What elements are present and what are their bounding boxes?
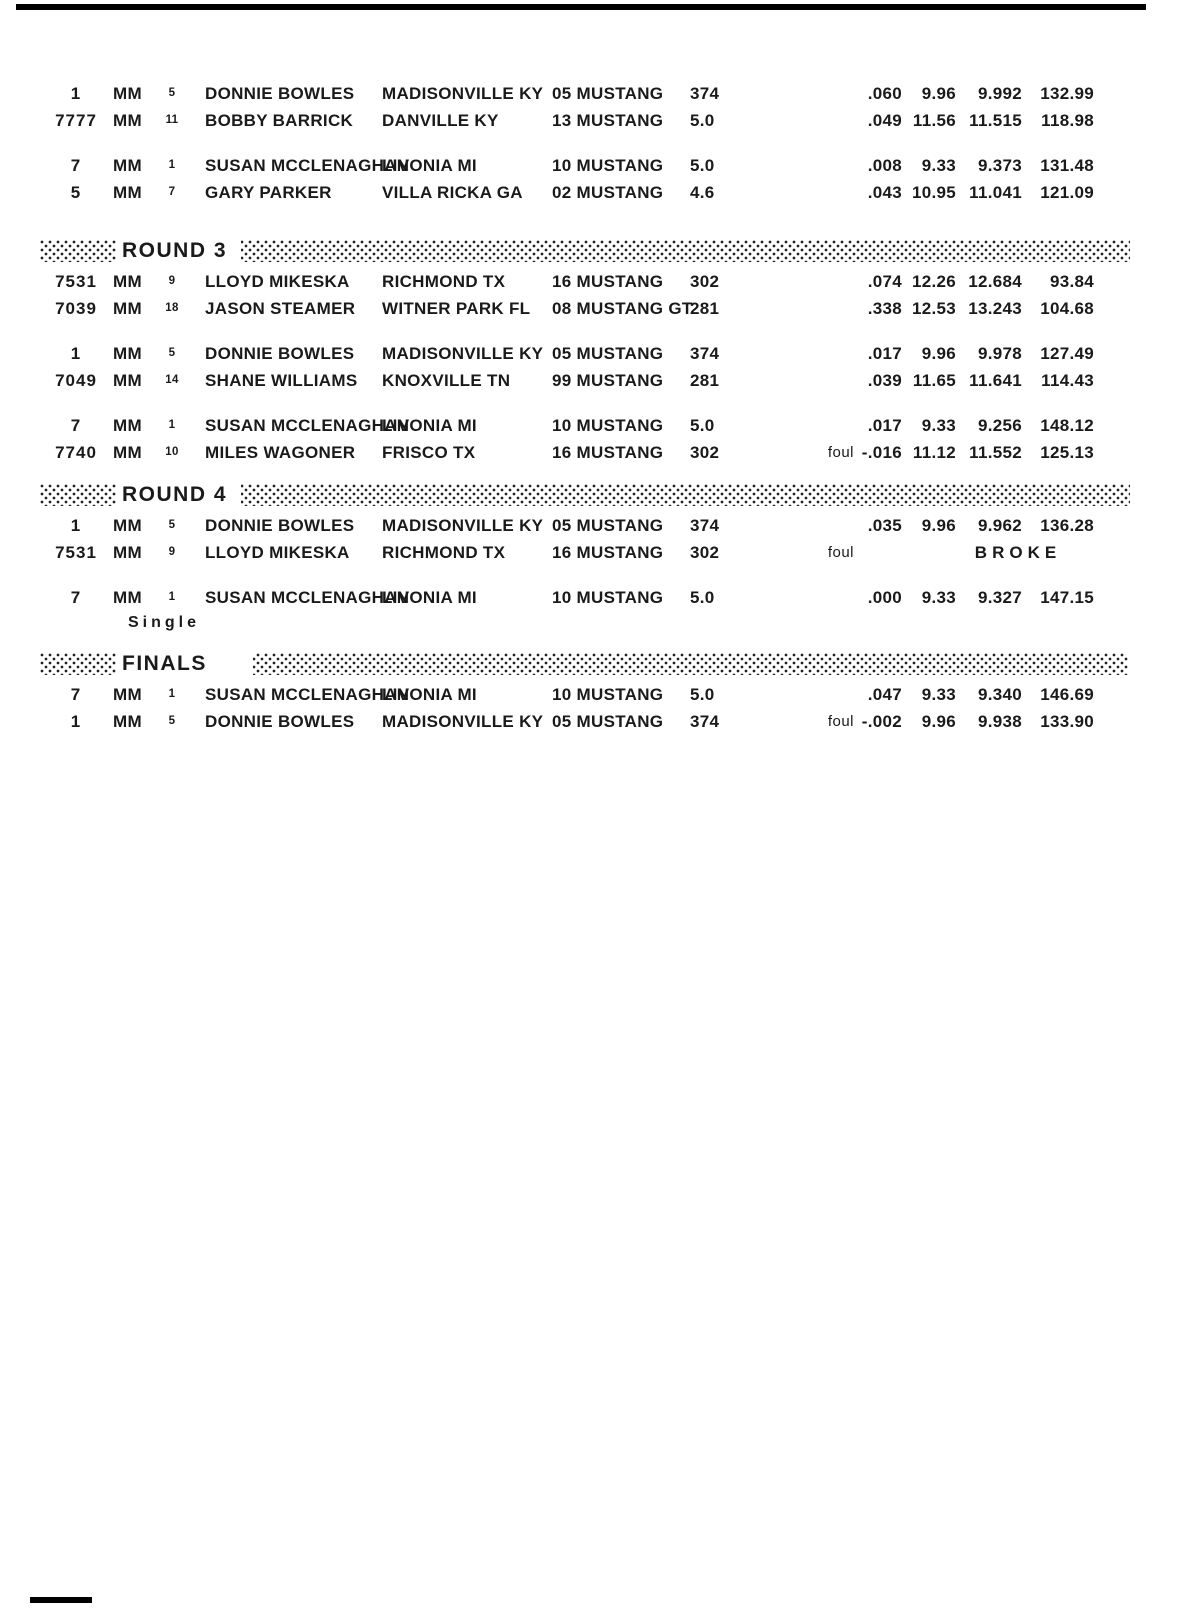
- single-note: Single: [128, 614, 201, 631]
- engine-size: 5.0: [690, 416, 715, 435]
- driver-name: DONNIE BOWLES: [205, 516, 355, 535]
- hometown: DANVILLE KY: [382, 111, 499, 130]
- race-pairing: [0, 268, 1200, 322]
- class-code: MM: [113, 543, 142, 562]
- driver-name: DONNIE BOWLES: [205, 344, 355, 363]
- entry-number: 7531: [55, 272, 97, 291]
- speed-mph: 118.98: [1041, 111, 1094, 130]
- scan-artifact-bottom-mark: [30, 1597, 92, 1603]
- qualifying-position: 18: [165, 302, 179, 314]
- qualifying-position: 9: [168, 546, 176, 558]
- entry-number: 7: [70, 416, 82, 435]
- result-text: BROKE: [974, 543, 1062, 562]
- hometown: LIVONIA MI: [382, 156, 477, 175]
- race-pairing: [0, 681, 1200, 735]
- reaction-time: .035: [867, 516, 902, 535]
- class-code: MM: [113, 344, 142, 363]
- dial-in: 10.95: [911, 183, 956, 202]
- reaction-time: .074: [867, 272, 902, 291]
- entry-number: 5: [70, 183, 82, 202]
- result-row: [0, 584, 1200, 611]
- hometown: LIVONIA MI: [382, 685, 477, 704]
- qualifying-position: 1: [168, 159, 176, 171]
- engine-size: 5.0: [690, 685, 715, 704]
- class-code: MM: [113, 516, 142, 535]
- engine-size: 281: [690, 299, 720, 318]
- section-header-band: [40, 240, 1130, 262]
- class-code: MM: [113, 685, 142, 704]
- elapsed-time: 13.243: [968, 299, 1022, 318]
- result-row: [0, 412, 1200, 439]
- hometown: FRISCO TX: [382, 443, 476, 462]
- race-pairing: [0, 412, 1200, 466]
- hometown: LIVONIA MI: [382, 416, 477, 435]
- class-code: MM: [113, 272, 142, 291]
- driver-name: JASON STEAMER: [205, 299, 356, 318]
- result-row: [0, 512, 1200, 539]
- race-pairing: [0, 340, 1200, 394]
- engine-size: 5.0: [690, 156, 715, 175]
- dial-in: 9.33: [921, 416, 956, 435]
- speed-mph: 104.68: [1040, 299, 1094, 318]
- entry-number: 7777: [55, 111, 97, 130]
- scan-artifact-top-bar: [16, 4, 1146, 10]
- entry-number: 7: [70, 685, 82, 704]
- qualifying-position: 1: [168, 688, 176, 700]
- hometown: VILLA RICKA GA: [382, 183, 523, 202]
- reaction-time: .017: [867, 416, 902, 435]
- car-model: 02 MUSTANG: [552, 183, 664, 202]
- car-model: 16 MUSTANG: [552, 443, 664, 462]
- section-title: ROUND 3: [116, 236, 241, 266]
- reaction-time: .060: [867, 84, 902, 103]
- entry-number: 1: [70, 344, 82, 363]
- foul-label: foul: [827, 444, 854, 461]
- class-code: MM: [113, 84, 142, 103]
- car-model: 10 MUSTANG: [552, 156, 664, 175]
- race-pairing: [0, 584, 1200, 635]
- qualifying-position: 7: [168, 186, 176, 198]
- driver-name: SUSAN MCCLENAGHAN: [205, 685, 410, 704]
- class-code: MM: [113, 443, 142, 462]
- speed-mph: 147.15: [1040, 588, 1094, 607]
- elapsed-time: 9.962: [977, 516, 1022, 535]
- elapsed-time: 12.684: [968, 272, 1022, 291]
- dial-in: 9.33: [921, 588, 956, 607]
- reaction-time: .043: [867, 183, 902, 202]
- speed-mph: 132.99: [1040, 84, 1094, 103]
- result-row: [0, 539, 1200, 566]
- qualifying-position: 1: [168, 419, 176, 431]
- entry-number: 7531: [55, 543, 97, 562]
- result-row: [0, 107, 1200, 134]
- driver-name: DONNIE BOWLES: [205, 712, 355, 731]
- entry-number: 1: [70, 712, 82, 731]
- result-row: [0, 268, 1200, 295]
- elapsed-time: 9.992: [977, 84, 1022, 103]
- elapsed-time: 9.938: [977, 712, 1022, 731]
- speed-mph: 146.69: [1040, 685, 1094, 704]
- engine-size: 302: [690, 543, 720, 562]
- dial-in: 9.96: [921, 84, 956, 103]
- car-model: 10 MUSTANG: [552, 685, 664, 704]
- hometown: RICHMOND TX: [382, 272, 506, 291]
- speed-mph: 148.12: [1040, 416, 1094, 435]
- qualifying-position: 11: [165, 114, 179, 126]
- engine-size: 4.6: [690, 183, 715, 202]
- qualifying-position: 10: [165, 446, 179, 458]
- driver-name: SUSAN MCCLENAGHAN: [205, 588, 410, 607]
- hometown: RICHMOND TX: [382, 543, 506, 562]
- speed-mph: 93.84: [1049, 272, 1094, 291]
- elapsed-time: 11.641: [969, 371, 1022, 390]
- race-pairing: [0, 152, 1200, 206]
- single-note-row: [0, 611, 1200, 635]
- dial-in: 9.33: [921, 156, 956, 175]
- dial-in: 11.65: [912, 371, 956, 390]
- qualifying-position: 5: [168, 347, 176, 359]
- speed-mph: 125.13: [1040, 443, 1094, 462]
- class-code: MM: [113, 712, 142, 731]
- speed-mph: 127.49: [1040, 344, 1094, 363]
- entry-number: 7: [70, 588, 82, 607]
- driver-name: MILES WAGONER: [205, 443, 356, 462]
- qualifying-position: 5: [168, 87, 176, 99]
- dial-in: 11.56: [912, 111, 956, 130]
- class-code: MM: [113, 371, 142, 390]
- qualifying-position: 5: [168, 715, 176, 727]
- reaction-time: .008: [867, 156, 902, 175]
- qualifying-position: 14: [165, 374, 179, 386]
- speed-mph: 133.90: [1040, 712, 1094, 731]
- engine-size: 302: [690, 272, 720, 291]
- engine-size: 374: [690, 712, 720, 731]
- dial-in: 9.96: [921, 516, 956, 535]
- driver-name: SHANE WILLIAMS: [205, 371, 358, 390]
- dial-in: 12.53: [911, 299, 956, 318]
- elapsed-time: 9.373: [977, 156, 1022, 175]
- elapsed-time: 9.978: [977, 344, 1022, 363]
- hometown: MADISONVILLE KY: [382, 516, 544, 535]
- speed-mph: 114.43: [1041, 371, 1094, 390]
- driver-name: SUSAN MCCLENAGHAN: [205, 416, 410, 435]
- dial-in: 9.96: [921, 712, 956, 731]
- section-header-band: [40, 484, 1130, 506]
- speed-mph: 131.48: [1040, 156, 1094, 175]
- class-code: MM: [113, 416, 142, 435]
- hometown: LIVONIA MI: [382, 588, 477, 607]
- speed-mph: 121.09: [1040, 183, 1094, 202]
- speed-mph: 136.28: [1040, 516, 1094, 535]
- engine-size: 5.0: [690, 588, 715, 607]
- result-row: [0, 439, 1200, 466]
- elapsed-time: 11.515: [969, 111, 1022, 130]
- car-model: 99 MUSTANG: [552, 371, 664, 390]
- driver-name: LLOYD MIKESKA: [205, 543, 350, 562]
- reaction-time: .047: [867, 685, 902, 704]
- engine-size: 374: [690, 84, 720, 103]
- results-table: [0, 0, 1200, 735]
- hometown: WITNER PARK FL: [382, 299, 531, 318]
- entry-number: 1: [70, 84, 82, 103]
- driver-name: BOBBY BARRICK: [205, 111, 354, 130]
- entry-number: 7: [70, 156, 82, 175]
- elapsed-time: 9.256: [977, 416, 1022, 435]
- section-title: FINALS: [116, 649, 253, 679]
- reaction-time: .338: [867, 299, 902, 318]
- car-model: 10 MUSTANG: [552, 588, 664, 607]
- elapsed-time: 11.041: [969, 183, 1022, 202]
- hometown: MADISONVILLE KY: [382, 344, 544, 363]
- car-model: 10 MUSTANG: [552, 416, 664, 435]
- car-model: 05 MUSTANG: [552, 516, 664, 535]
- class-code: MM: [113, 111, 142, 130]
- result-row: [0, 340, 1200, 367]
- car-model: 08 MUSTANG GT: [552, 299, 693, 318]
- reaction-time: .017: [867, 344, 902, 363]
- reaction-time: -.002: [861, 712, 902, 731]
- engine-size: 5.0: [690, 111, 715, 130]
- engine-size: 302: [690, 443, 720, 462]
- engine-size: 374: [690, 344, 720, 363]
- hometown: MADISONVILLE KY: [382, 712, 544, 731]
- entry-number: 1: [70, 516, 82, 535]
- foul-label: foul: [827, 544, 854, 561]
- result-row: [0, 152, 1200, 179]
- car-model: 13 MUSTANG: [552, 111, 664, 130]
- class-code: MM: [113, 588, 142, 607]
- reaction-time: .039: [867, 371, 902, 390]
- driver-name: DONNIE BOWLES: [205, 84, 355, 103]
- hometown: MADISONVILLE KY: [382, 84, 544, 103]
- engine-size: 374: [690, 516, 720, 535]
- elapsed-time: 9.327: [977, 588, 1022, 607]
- dial-in: 9.96: [921, 344, 956, 363]
- race-pairing: [0, 80, 1200, 134]
- result-row: [0, 681, 1200, 708]
- result-row: [0, 708, 1200, 735]
- reaction-time: .049: [867, 111, 902, 130]
- dial-in: 12.26: [911, 272, 956, 291]
- result-row: [0, 367, 1200, 394]
- elapsed-time: 11.552: [969, 443, 1022, 462]
- engine-size: 281: [690, 371, 720, 390]
- qualifying-position: 1: [168, 591, 176, 603]
- driver-name: LLOYD MIKESKA: [205, 272, 350, 291]
- car-model: 05 MUSTANG: [552, 84, 664, 103]
- qualifying-position: 5: [168, 519, 176, 531]
- class-code: MM: [113, 183, 142, 202]
- section-title: ROUND 4: [116, 480, 241, 510]
- qualifying-position: 9: [168, 275, 176, 287]
- entry-number: 7740: [55, 443, 97, 462]
- car-model: 16 MUSTANG: [552, 272, 664, 291]
- dial-in: 9.33: [921, 685, 956, 704]
- driver-name: SUSAN MCCLENAGHAN: [205, 156, 410, 175]
- car-model: 16 MUSTANG: [552, 543, 664, 562]
- class-code: MM: [113, 156, 142, 175]
- entry-number: 7049: [55, 371, 97, 390]
- section-header-band: [40, 653, 1128, 675]
- result-row: [0, 295, 1200, 322]
- driver-name: GARY PARKER: [205, 183, 332, 202]
- reaction-time: -.016: [861, 443, 902, 462]
- car-model: 05 MUSTANG: [552, 344, 664, 363]
- elapsed-time: 9.340: [977, 685, 1022, 704]
- class-code: MM: [113, 299, 142, 318]
- entry-number: 7039: [55, 299, 97, 318]
- race-pairing: [0, 512, 1200, 566]
- dial-in: 11.12: [912, 443, 956, 462]
- hometown: KNOXVILLE TN: [382, 371, 511, 390]
- result-row: [0, 80, 1200, 107]
- reaction-time: .000: [867, 588, 902, 607]
- car-model: 05 MUSTANG: [552, 712, 664, 731]
- foul-label: foul: [827, 713, 854, 730]
- result-row: [0, 179, 1200, 206]
